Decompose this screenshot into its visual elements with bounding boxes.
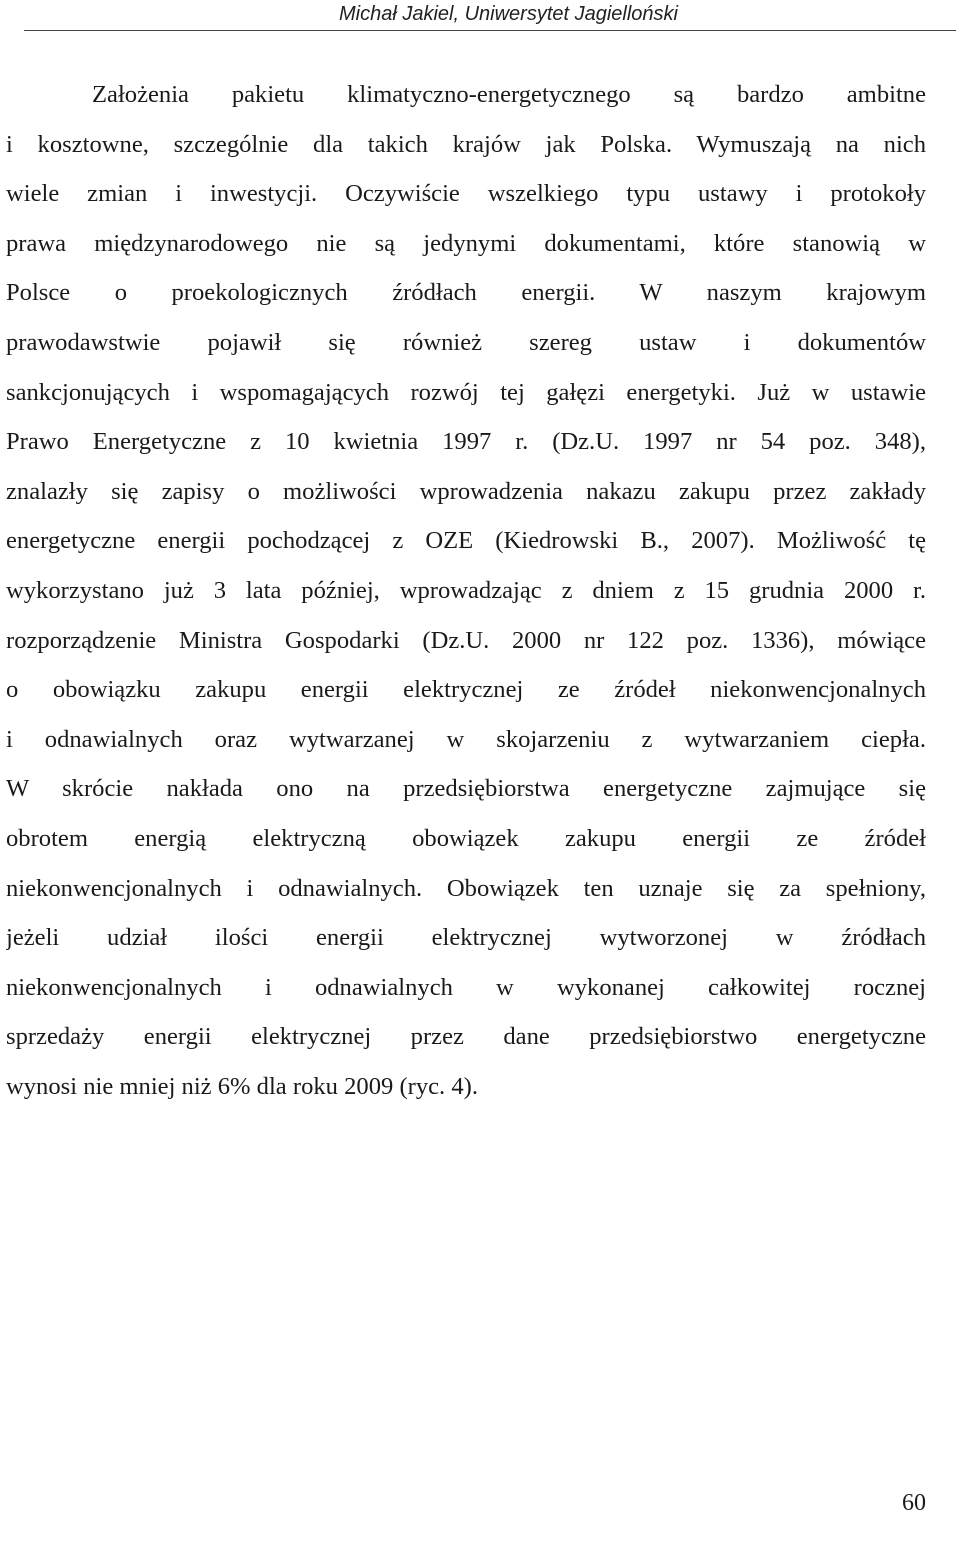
running-header-title: Michał Jakiel, Uniwersytet Jagielloński: [338, 3, 678, 25]
paragraph-line: Prawo Energetyczne z 10 kwietnia 1997 r. (Dz.U. 1997 nr 54 poz. 348),: [6, 428, 926, 456]
paragraph-line: jeżeli udział ilości energii elektrycznej wytworzonej w źródłach: [6, 924, 926, 952]
paragraph-line: znalazły się zapisy o możliwości wprowadzenia nakazu zakupu przez zakłady: [6, 477, 926, 505]
body-paragraph: [6, 70, 926, 1111]
paragraph-line: obrotem energią elektryczną obowiązek zakupu energii ze źródeł: [6, 824, 926, 852]
paragraph-line: Polsce o proekologicznych źródłach energii. W naszym krajowym: [6, 279, 926, 307]
paragraph-line: rozporządzenie Ministra Gospodarki (Dz.U. 2000 nr 122 poz. 1336), mówiące: [6, 626, 926, 654]
page-header: [0, 0, 960, 34]
paragraph-line: W skrócie nakłada ono na przedsiębiorstwa energetyczne zajmujące się: [6, 775, 926, 803]
paragraph-line: wiele zmian i inwestycji. Oczywiście wszelkiego typu ustawy i protokoły: [6, 180, 926, 208]
paragraph-line: sankcjonujących i wspomagających rozwój tej gałęzi energetyki. Już w ustawie: [6, 378, 926, 406]
paragraph-line: i kosztowne, szczególnie dla takich krajów jak Polska. Wymuszają na nich: [6, 130, 926, 158]
paragraph-line: o obowiązku zakupu energii elektrycznej ze źródeł niekonwencjonalnych: [6, 676, 926, 704]
paragraph-line: i odnawialnych oraz wytwarzanej w skojarzeniu z wytwarzaniem ciepła.: [6, 725, 926, 753]
header-divider: [24, 30, 956, 31]
paragraph-line: niekonwencjonalnych i odnawialnych. Obowiązek ten uznaje się za spełniony,: [6, 874, 926, 902]
paragraph-line: wykorzystano już 3 lata później, wprowadzając z dniem z 15 grudnia 2000 r.: [6, 576, 926, 604]
page-number: 60: [902, 1490, 926, 1516]
paragraph-line: niekonwencjonalnych i odnawialnych w wykonanej całkowitej rocznej: [6, 973, 926, 1001]
paragraph-line: prawa międzynarodowego nie są jedynymi dokumentami, które stanowią w: [6, 229, 926, 257]
paragraph-line: energetyczne energii pochodzącej z OZE (Kiedrowski B., 2007). Możliwość tę: [6, 527, 926, 555]
paragraph-line: Założenia pakietu klimatyczno-energetycznego są bardzo ambitne: [92, 81, 926, 108]
paragraph-line: sprzedaży energii elektrycznej przez dane przedsiębiorstwo energetyczne: [6, 1023, 926, 1051]
paragraph-line: wynosi nie mniej niż 6% dla roku 2009 (ryc. 4).: [6, 1072, 478, 1100]
paragraph-line: prawodawstwie pojawił się również szereg ustaw i dokumentów: [6, 328, 926, 356]
